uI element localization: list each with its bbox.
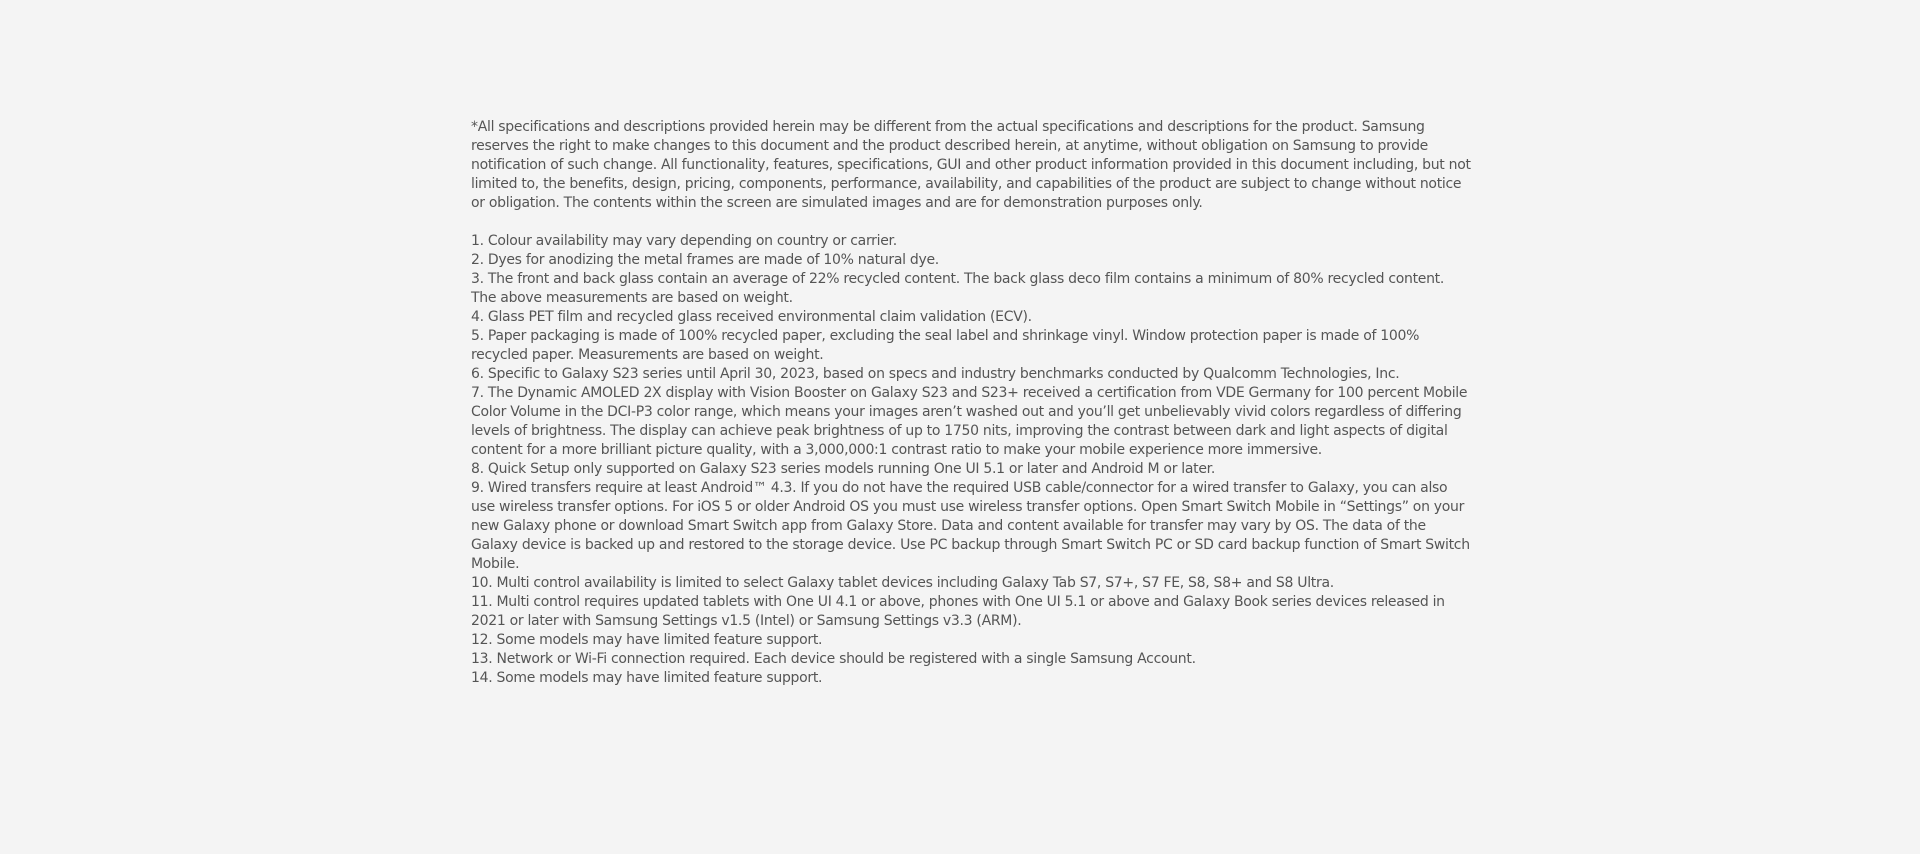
footnote-item: 9. Wired transfers require at least Android™ 4.3. If you do not have the required USB cable/connector for a wired transfer to Galaxy, you can also use wireless transfer options. For iOS 5 or older Android OS you must use wireless transfer options. Open Smart Switch Mobile in “Settings” on your new Galaxy phone or download Smart Switch app from Galaxy Store. Data and content available for transfer may vary by OS. The data of the Galaxy device is backed up and restored to the storage device. Use PC backup through Smart Switch PC or SD card backup function of Smart Switch Mobile. <box>471 480 1470 572</box>
footnote-item: 2. Dyes for anodizing the metal frames are made of 10% natural dye. <box>471 252 939 268</box>
footnote-item: 12. Some models may have limited feature support. <box>471 632 823 648</box>
footnote-item: 14. Some models may have limited feature support. <box>471 670 823 686</box>
disclaimer-intro: *All specifications and descriptions provided herein may be different from the actual specifications and descriptions for the product. Samsung reserves the right to make changes to this document and the product described herein, at anytime, without obligation on Samsung to provide notification of such change. All functionality, features, specifications, GUI and other product information provided in this document including, but not limited to, the benefits, design, pricing, components, performance, availability, and capabilities of the product are subject to change without notice or obligation. The contents within the screen are simulated images and are for demonstration purposes only. <box>471 119 1471 211</box>
footnote-item: 4. Glass PET film and recycled glass received environmental claim validation (ECV). <box>471 309 1032 325</box>
footnote-item: 10. Multi control availability is limited to select Galaxy tablet devices including Galaxy Tab S7, S7+, S7 FE, S8, S8+ and S8 Ultra. <box>471 575 1334 591</box>
footnote-item: 3. The front and back glass contain an average of 22% recycled content. The back glass deco film contains a minimum of 80% recycled content. The above measurements are based on weight. <box>471 271 1445 306</box>
footnote-list <box>471 232 1471 688</box>
footnote-item: 8. Quick Setup only supported on Galaxy S23 series models running One UI 5.1 or later and Android M or later. <box>471 461 1215 477</box>
footnote-item: 5. Paper packaging is made of 100% recycled paper, excluding the seal label and shrinkage vinyl. Window protection paper is made of 100% recycled paper. Measurements are based on weight. <box>471 328 1420 363</box>
footnote-item: 13. Network or Wi-Fi connection required. Each device should be registered with a single Samsung Account. <box>471 651 1196 667</box>
footnote-item: 6. Specific to Galaxy S23 series until April 30, 2023, based on specs and industry benchmarks conducted by Qualcomm Technologies, Inc. <box>471 366 1400 382</box>
footnote-item: 7. The Dynamic AMOLED 2X display with Vision Booster on Galaxy S23 and S23+ received a certification from VDE Germany for 100 percent Mobile Color Volume in the DCI-P3 color range, which means your images aren’t washed out and you’ll get unbelievably vivid colors regardless of differing levels of brightness. The display can achieve peak brightness of up to 1750 nits, improving the contrast between dark and light aspects of digital content for a more brilliant picture quality, with a 3,000,000:1 contrast ratio to make your mobile experience more immersive. <box>471 385 1468 458</box>
disclaimer-section <box>471 118 1471 688</box>
footnote-item: 11. Multi control requires updated tablets with One UI 4.1 or above, phones with One UI 5.1 or above and Galaxy Book series devices released in 2021 or later with Samsung Settings v1.5 (Intel) or Samsung Settings v3.3 (ARM). <box>471 594 1445 629</box>
footnote-item: 1. Colour availability may vary depending on country or carrier. <box>471 233 897 249</box>
